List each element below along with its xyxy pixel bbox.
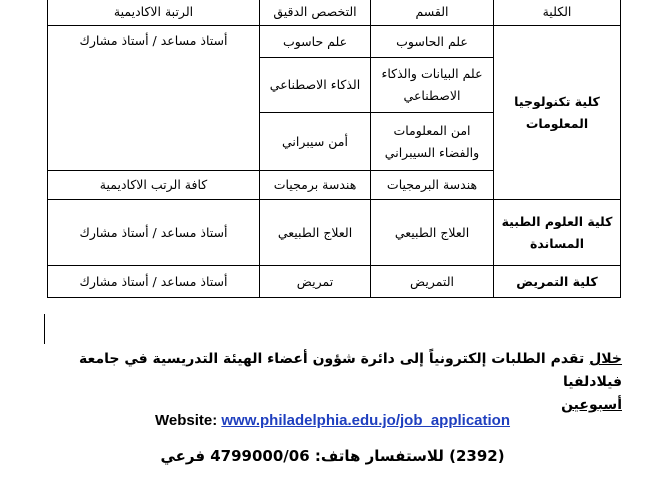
header-college: الكلية (494, 0, 621, 26)
specialization-cell: الذكاء الاصطناعي (260, 58, 371, 113)
header-rank: الرتبة الاكاديمية (48, 0, 260, 26)
website-link[interactable]: www.philadelphia.edu.jo/job_application (221, 412, 511, 429)
specialization-cell: أمن سيبراني (260, 113, 371, 171)
department-cell: امن المعلومات والفضاء السيبراني (371, 113, 494, 171)
department-cell: هندسة البرمجيات (371, 171, 494, 200)
note-duration: أسبوعين (561, 397, 622, 413)
rank-cell: أستاذ مساعد / أستاذ مشارك (48, 266, 260, 298)
table-header-row (48, 0, 621, 26)
text-cursor (44, 314, 45, 344)
table-row (48, 266, 621, 298)
rank-cell: كافة الرتب الاكاديمية (48, 171, 260, 200)
college-cell: كلية تكنولوجيا المعلومات (494, 26, 621, 200)
phone-line: (2392) للاستفسار هاتف: 4799000/06 فرعي (160, 447, 505, 465)
website-label: Website: (154, 412, 218, 429)
table-row (48, 26, 621, 58)
specialization-cell: هندسة برمجيات (260, 171, 371, 200)
header-department: القسم (371, 0, 494, 26)
specialization-cell: علم حاسوب (260, 26, 371, 58)
application-note (40, 348, 622, 417)
header-specialization: التخصص الدقيق (260, 0, 371, 26)
college-cell: كلية التمريض (494, 266, 621, 298)
rank-cell: أستاذ مساعد / أستاذ مشارك (48, 26, 260, 171)
rank-cell: أستاذ مساعد / أستاذ مشارك (48, 200, 260, 266)
website-line (0, 412, 665, 429)
department-cell: علم الحاسوب (371, 26, 494, 58)
note-text: تقدم الطلبات إلكترونياً إلى دائرة شؤون أعضاء الهيئة التدريسية في جامعة فيلادلفيا (79, 351, 622, 390)
department-cell: العلاج الطبيعي (371, 200, 494, 266)
specialization-cell: العلاج الطبيعي (260, 200, 371, 266)
department-cell: التمريض (371, 266, 494, 298)
specialization-cell: تمريض (260, 266, 371, 298)
note-underlined-word: خلال (589, 351, 622, 367)
vacancies-table (47, 0, 621, 298)
table-row (48, 200, 621, 266)
department-cell: علم البيانات والذكاء الاصطناعي (371, 58, 494, 113)
college-cell: كلية العلوم الطبية المساندة (494, 200, 621, 266)
